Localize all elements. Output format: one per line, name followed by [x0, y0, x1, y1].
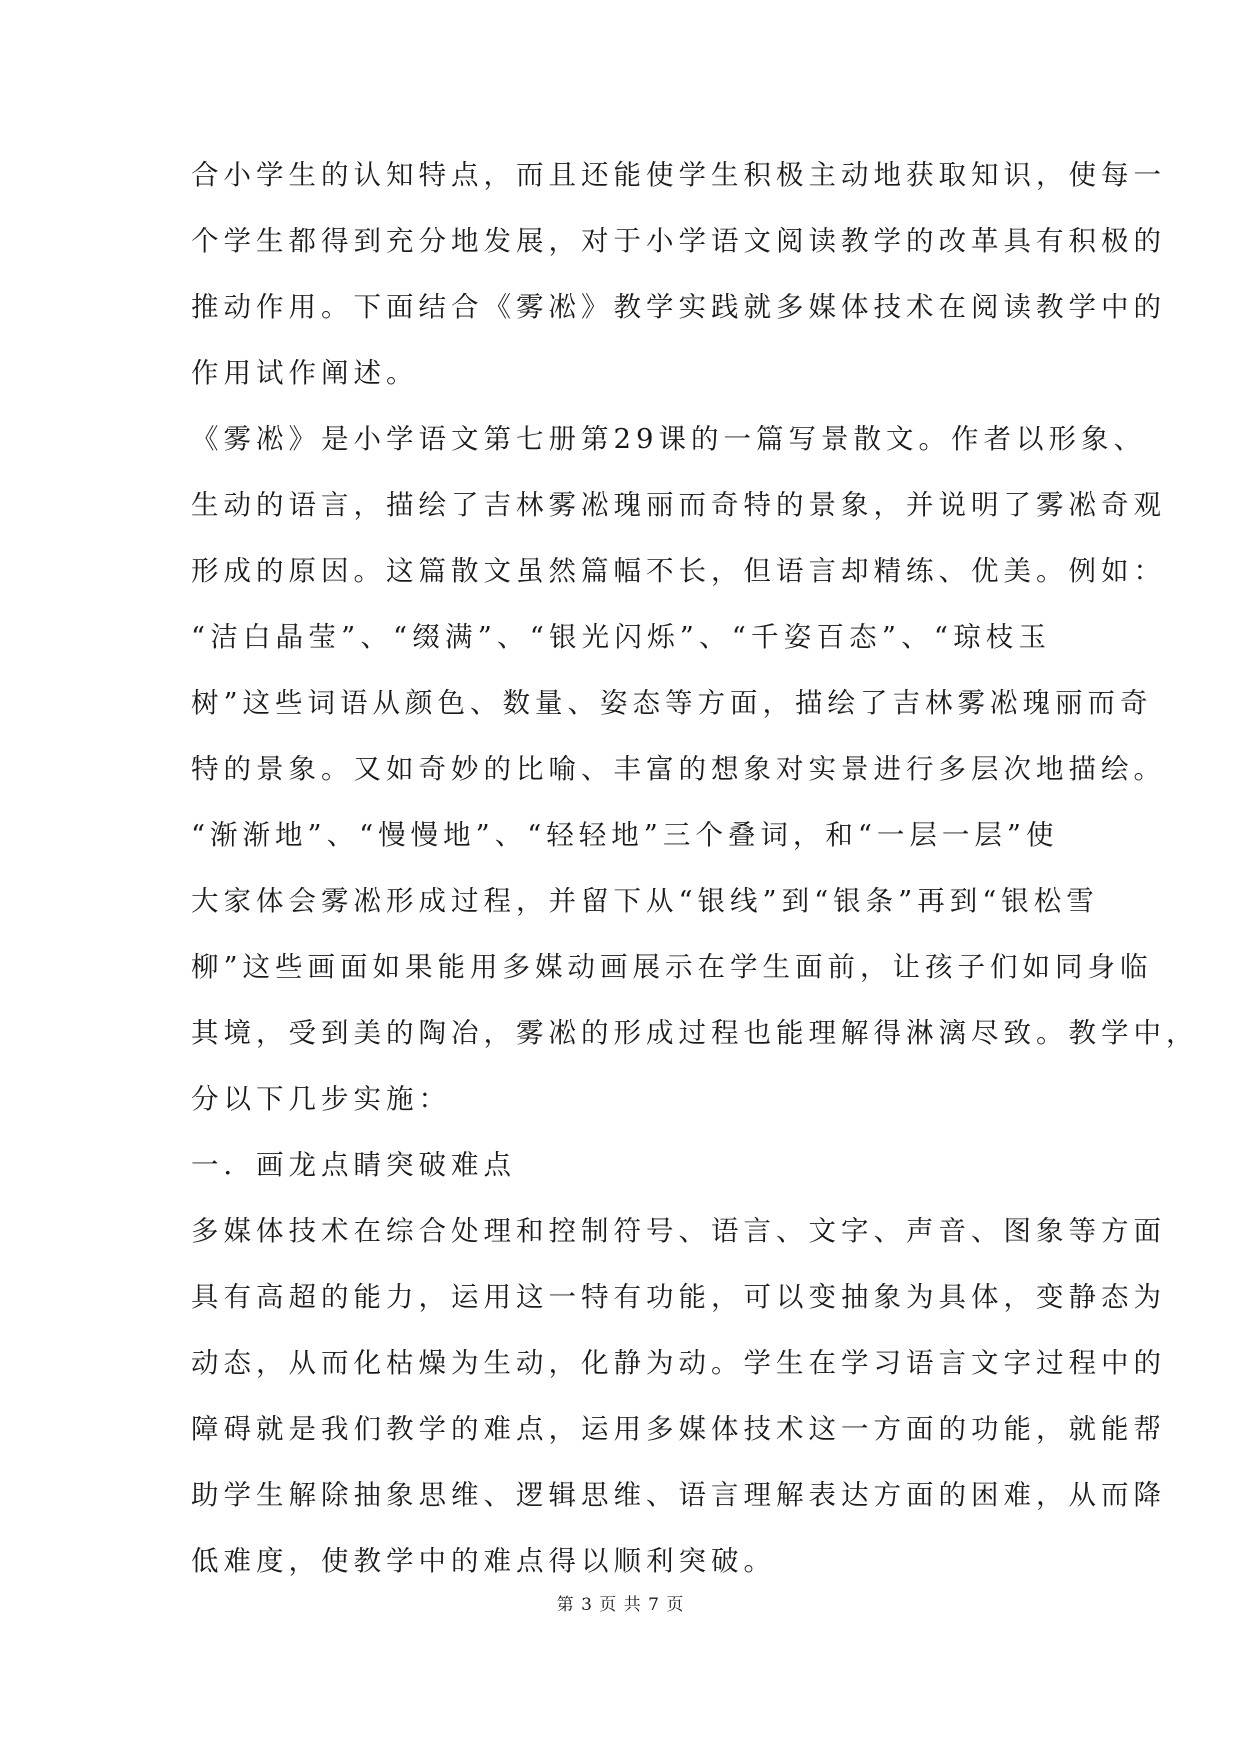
text-line: 作用试作阐述。 — [191, 357, 419, 389]
text-line: 一．画龙点睛突破难点 — [191, 1149, 516, 1181]
body-text — [191, 142, 1199, 1594]
text-line: 助学生解除抽象思维、逻辑思维、语言理解表达方面的困难，从而降 — [191, 1479, 1166, 1511]
text-line: “洁白晶莹”、“缀满”、“银光闪烁”、“千姿百态”、“琼枝玉 — [191, 621, 1051, 653]
text-line: 《雾凇》是小学语文第七册第29课的一篇写景散文。作者以形象、 — [191, 423, 1146, 455]
text-line: “渐渐地”、“慢慢地”、“轻轻地”三个叠词，和“一层一层”使 — [191, 819, 1059, 851]
page-footer: 第 3 页 共 7 页 — [556, 1595, 685, 1615]
text-line: 合小学生的认知特点，而且还能使学生积极主动地获取知识，使每一 — [191, 159, 1166, 191]
text-line: 低难度，使教学中的难点得以顺利突破。 — [191, 1545, 776, 1577]
text-line: 动态，从而化枯燥为生动，化静为动。学生在学习语言文字过程中的 — [191, 1347, 1166, 1379]
text-line: 大家体会雾凇形成过程，并留下从“银线”到“银条”再到“银松雪 — [191, 885, 1099, 917]
text-line: 分以下几步实施： — [191, 1083, 451, 1115]
text-line: 柳”这些画面如果能用多媒动画展示在学生面前，让孩子们如同身临 — [191, 951, 1153, 983]
text-line: 其境，受到美的陶冶，雾凇的形成过程也能理解得淋漓尽致。教学中， — [191, 1017, 1199, 1049]
text-line: 多媒体技术在综合处理和控制符号、语言、文字、声音、图象等方面 — [191, 1215, 1166, 1247]
text-line: 形成的原因。这篇散文虽然篇幅不长，但语言却精练、优美。例如： — [191, 555, 1166, 587]
text-line: 特的景象。又如奇妙的比喻、丰富的想象对实景进行多层次地描绘。 — [191, 753, 1166, 785]
text-line: 生动的语言，描绘了吉林雾凇瑰丽而奇特的景象，并说明了雾凇奇观 — [191, 489, 1166, 521]
text-line: 树”这些词语从颜色、数量、姿态等方面，描绘了吉林雾凇瑰丽而奇 — [191, 687, 1153, 719]
text-line: 障碍就是我们教学的难点，运用多媒体技术这一方面的功能，就能帮 — [191, 1413, 1166, 1445]
text-line: 推动作用。下面结合《雾凇》教学实践就多媒体技术在阅读教学中的 — [191, 291, 1166, 323]
text-line: 具有高超的能力，运用这一特有功能，可以变抽象为具体，变静态为 — [191, 1281, 1166, 1313]
text-line: 个学生都得到充分地发展，对于小学语文阅读教学的改革具有积极的 — [191, 225, 1166, 257]
